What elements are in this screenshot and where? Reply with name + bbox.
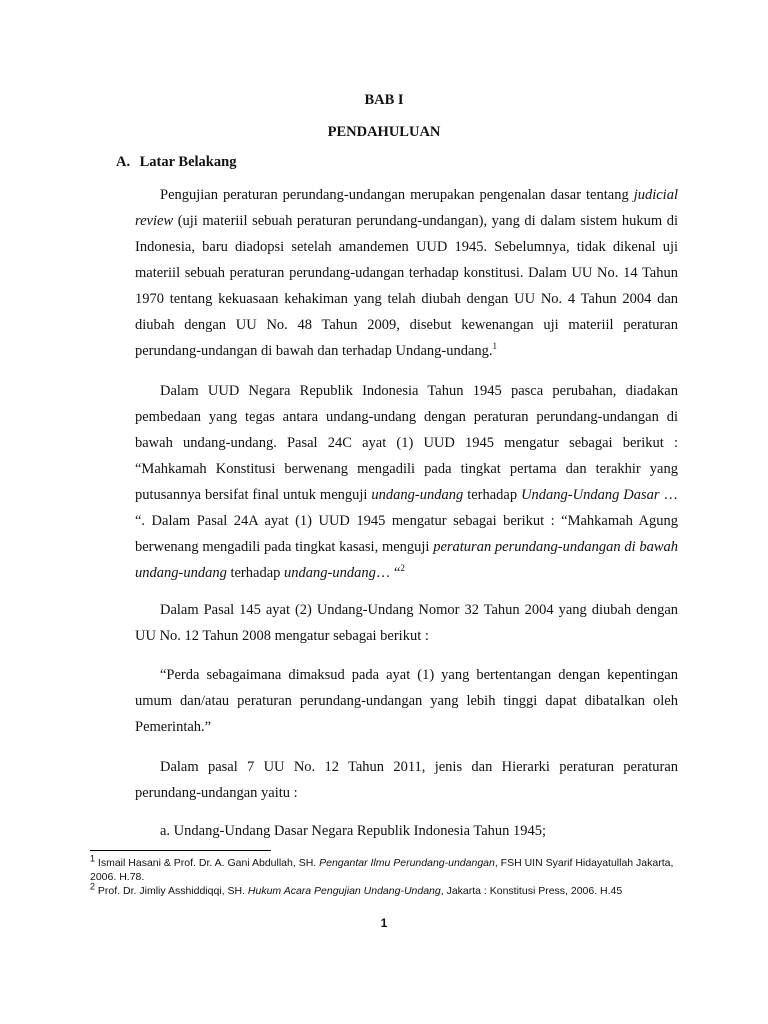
page-number: 1 bbox=[380, 916, 388, 930]
list-item-a: a. Undang-Undang Dasar Negara Republik Indonesia Tahun 1945; bbox=[160, 823, 547, 839]
paragraph-2: Dalam UUD Negara Republik Indonesia Tahun 1945 pasca perubahan, diadakan pembedaan yang tegas antara undang-undang dengan peraturan perundang-undangan di bawah undang-undang. Pasal 24C ayat (1) UUD 1945 mengatur sebagai berikut : “Mahkamah Konstitusi berwenang mengadili pada tingkat pertama dan terakhir yang putusannya bersifat final untuk menguji undang-undang terhadap Undang-Undang Dasar … “. Dalam Pasal 24A ayat (1) UUD 1945 mengatur sebagai berikut : “Mahkamah Agung berwenang mengadili pada tingkat kasasi, menguji peraturan perundang-undangan di bawah undang-undang terhadap undang-undang… “$^2$ bbox=[135, 383, 679, 581]
footnote-ref-2: 2 bbox=[400, 563, 405, 574]
paragraph-5: Dalam pasal 7 UU No. 12 Tahun 2011, jenis dan Hierarki peraturan peraturan perundang-undangan yaitu : bbox=[135, 759, 678, 801]
section-number: A. bbox=[116, 154, 131, 170]
chapter-title: PENDAHULUAN bbox=[327, 124, 441, 140]
chapter-label: BAB I bbox=[364, 92, 404, 108]
footnote-separator bbox=[90, 850, 271, 851]
paragraph-1: Pengujian peraturan perundang-undangan merupakan pengenalan dasar tentang judicial review (uji materiil sebuah peraturan perundang-undangan), yang di dalam sistem hukum di Indonesia, baru diadopsi setelah amandemen UUD 1945. Sebelumnya, tidak dikenal uji materiil sebuah peraturan perundang-udangan terhadap konstitusi. Dalam UU No. 14 Tahun 1970 tentang kekuasaan kehakiman yang telah diubah dengan UU No. 4 Tahun 2004 dan diubah dengan UU No. 48 Tahun 2009, disebut kewenangan uji materiil peraturan perundang-undangan di bawah dan terhadap Undang-undang.$^1$ bbox=[135, 187, 678, 359]
footnote-ref-1: 1 bbox=[492, 341, 498, 352]
paragraph-3: Dalam Pasal 145 ayat (2) Undang-Undang Nomor 32 Tahun 2004 yang diubah dengan UU No. 12 Tahun 2008 mengatur sebagai berikut : bbox=[135, 602, 678, 644]
section-title: Latar Belakang bbox=[139, 154, 237, 170]
quote-paragraph: “Perda sebagaimana dimaksud pada ayat (1) yang bertentangan dengan kepentingan umum dan/atau peraturan perundang-undangan yang lebih tinggi dapat dibatalkan oleh Pemerintah.” bbox=[135, 667, 678, 735]
section-heading bbox=[116, 154, 236, 171]
footnote-1: $^1$ Ismail Hasani & Prof. Dr. A. Gani Abdullah, SH. Pengantar Ilmu Perundang-undangan, FSH UIN Syarif Hidayatullah Jakarta, 2006. H.78. bbox=[90, 853, 674, 883]
footnote-2: $^2$ Prof. Dr. Jimliy Asshiddiqqi, SH. Hukum Acara Pengujian Undang-Undang, Jakarta : Konstitusi Press, 2006. H.45 bbox=[90, 881, 623, 897]
